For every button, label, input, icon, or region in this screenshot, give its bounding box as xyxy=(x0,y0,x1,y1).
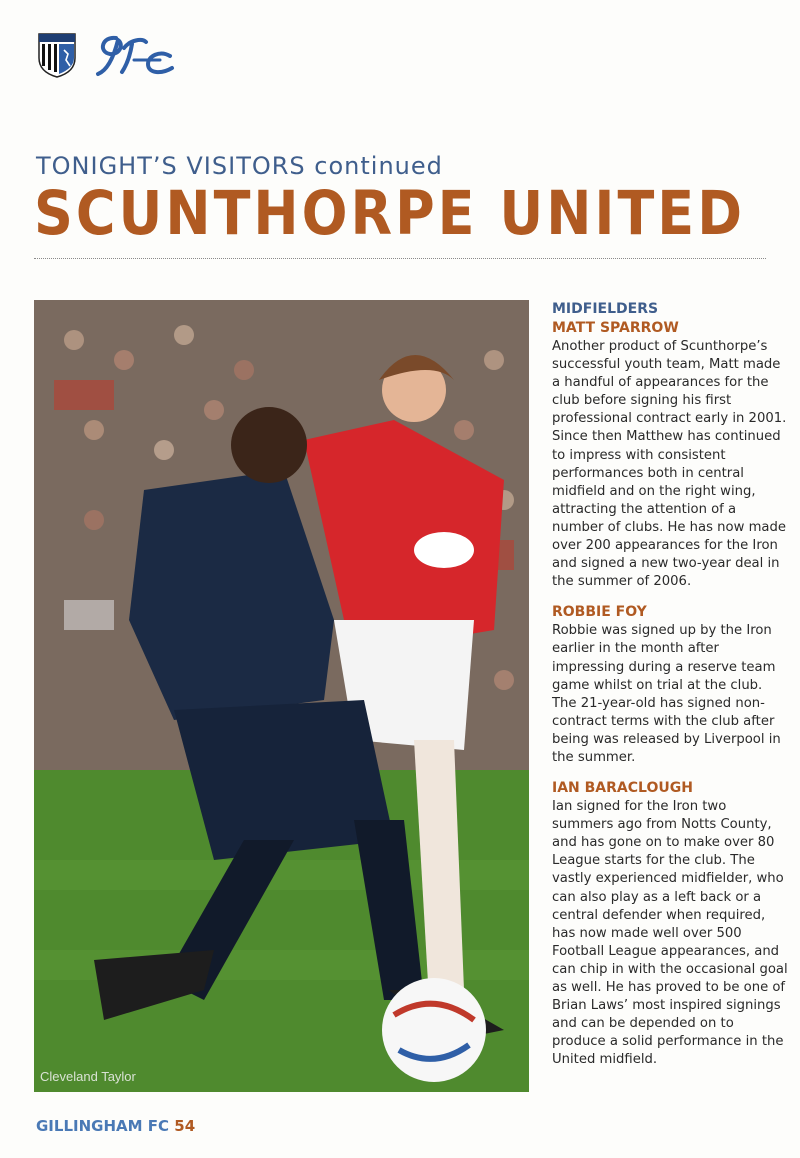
photo-credit: Cleveland Taylor xyxy=(40,1069,136,1084)
page-title: SCUNTHORPE UNITED xyxy=(34,178,746,249)
page-kicker: TONIGHT’S VISITORS continued xyxy=(36,152,443,180)
match-photo xyxy=(34,300,529,1092)
page-number: 54 xyxy=(174,1117,196,1135)
player-profiles xyxy=(552,300,788,1081)
gfc-monogram-logo xyxy=(94,26,178,82)
page-footer xyxy=(36,1117,195,1135)
player-bio: Ian signed for the Iron two summers ago from Notts County, and has gone on to make over 80 League starts for the club. The vastly experienced midfielder, who can also play as a left back or a central defender when required, has now made well over 500 Football League appearances, and can chip in with the occasional goal as well. He has proved to be one of Brian Laws’ most inspired signings and can be depended on to produce a solid performance in the United midfield. xyxy=(552,799,788,1068)
player-name: ROBBIE FOY xyxy=(552,604,647,621)
player-bio: Robbie was signed up by the Iron earlier in the month after impressing during a reserve team game whilst on trial at the club. The 21-year-old has signed non-contract terms with the club after being was released by Liverpool in the summer. xyxy=(552,623,781,765)
player-name: IAN BARACLOUGH xyxy=(552,780,693,797)
player-profile xyxy=(552,779,788,1069)
section-heading: MIDFIELDERS xyxy=(552,301,659,317)
player-name: MATT SPARROW xyxy=(552,320,679,336)
player-profile xyxy=(552,603,788,767)
footer-club-name: GILLINGHAM FC xyxy=(36,1117,170,1135)
gillingham-crest-icon xyxy=(38,30,76,78)
player-profile xyxy=(552,319,788,591)
player-bio: Another product of Scunthorpe’s successful youth team, Matt made a handful of appearances for the club before signing his first professional contract early in 2001. Since then Matthew has continued to impress with consistent performances both in central midfield and on the right wing, attracting the attention of a number of clubs. He has now made over 200 appearances for the Iron and signed a new two-year deal in the summer of 2006. xyxy=(552,339,787,590)
title-divider xyxy=(34,258,766,259)
